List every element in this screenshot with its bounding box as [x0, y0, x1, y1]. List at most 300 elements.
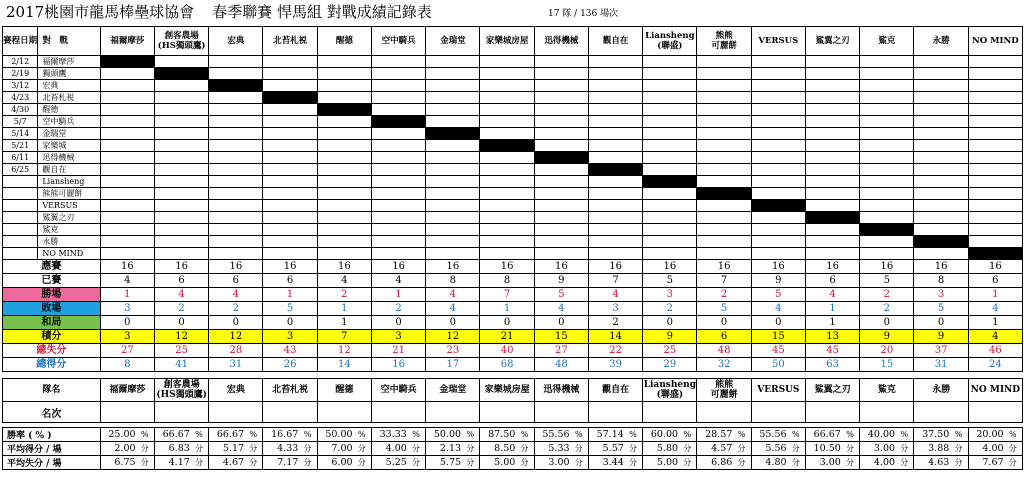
matchup-row	[3, 140, 1023, 152]
match-cell	[914, 248, 968, 260]
match-cell	[209, 68, 263, 80]
match-cell	[751, 164, 805, 176]
stat-value: 4	[588, 288, 642, 302]
rank-cell	[100, 402, 154, 423]
match-cell	[643, 116, 697, 128]
match-cell	[426, 164, 480, 176]
percentage-value: 66.67	[154, 428, 189, 442]
match-cell	[968, 92, 1022, 104]
match-cell	[751, 152, 805, 164]
percentage-unit: 分	[461, 456, 480, 470]
match-cell	[371, 248, 425, 260]
game-count-caption: 17 隊 / 136 場次	[548, 9, 619, 19]
match-cell	[914, 68, 968, 80]
match-cell	[317, 212, 371, 224]
match-cell	[100, 224, 154, 236]
matchup-row	[3, 56, 1023, 68]
match-cell	[100, 212, 154, 224]
team-column-header: 迅得機械	[534, 27, 588, 56]
match-cell	[697, 92, 751, 104]
summary-team-name: 北苔札裞	[263, 379, 317, 402]
team-row-label: 宏典	[38, 80, 100, 92]
stat-value: 0	[209, 316, 263, 330]
match-cell	[317, 116, 371, 128]
matchup-row	[3, 116, 1023, 128]
stat-value: 16	[371, 358, 425, 372]
stat-value: 4	[154, 288, 208, 302]
match-cell	[154, 188, 208, 200]
match-cell	[317, 188, 371, 200]
rank-cell	[480, 402, 534, 423]
matchup-row	[3, 80, 1023, 92]
match-cell	[154, 104, 208, 116]
schedule-date	[3, 176, 38, 188]
stat-value: 25	[643, 344, 697, 358]
summary-team-name: 鯊翼之刃	[805, 379, 859, 402]
schedule-date	[3, 200, 38, 212]
stat-value: 5	[534, 288, 588, 302]
stat-value: 46	[968, 344, 1022, 358]
stat-value: 4	[534, 302, 588, 316]
self-match-cell	[209, 80, 263, 92]
match-cell	[534, 140, 588, 152]
percentage-table	[2, 427, 1023, 470]
self-match-cell	[154, 68, 208, 80]
match-cell	[914, 164, 968, 176]
match-cell	[697, 80, 751, 92]
stat-value: 6	[209, 274, 263, 288]
match-cell	[480, 164, 534, 176]
stat-value: 16	[751, 260, 805, 274]
stat-value: 1	[805, 316, 859, 330]
stat-value: 2	[697, 288, 751, 302]
percentage-value: 3.00	[534, 456, 569, 470]
team-column-header: 熊熊 可麗餅	[697, 27, 751, 56]
percentage-row	[3, 442, 1023, 456]
matchup-row	[3, 164, 1023, 176]
match-cell	[154, 56, 208, 68]
stat-value: 5	[263, 302, 317, 316]
percentage-unit: 分	[1004, 456, 1023, 470]
percentage-value: 7.00	[317, 442, 352, 456]
percentage-unit: %	[1004, 428, 1023, 442]
match-cell	[209, 236, 263, 248]
rank-cell	[860, 402, 914, 423]
match-cell	[371, 212, 425, 224]
match-cell	[100, 164, 154, 176]
percentage-unit: 分	[949, 456, 968, 470]
percentage-value: 7.67	[968, 456, 1003, 470]
match-cell	[263, 176, 317, 188]
match-cell	[371, 188, 425, 200]
match-cell	[371, 152, 425, 164]
stat-value: 12	[317, 344, 371, 358]
percentage-unit: %	[895, 428, 914, 442]
match-cell	[588, 224, 642, 236]
match-cell	[751, 80, 805, 92]
percentage-row	[3, 428, 1023, 442]
team-column-header: 金瑞堂	[426, 27, 480, 56]
percentage-unit: 分	[732, 442, 751, 456]
match-cell	[697, 164, 751, 176]
match-cell	[371, 140, 425, 152]
stat-value: 6	[805, 274, 859, 288]
percentage-value: 4.57	[697, 442, 732, 456]
match-cell	[371, 164, 425, 176]
match-cell	[914, 212, 968, 224]
match-cell	[805, 200, 859, 212]
schedule-date: 6/11	[3, 152, 38, 164]
match-cell	[534, 164, 588, 176]
match-cell	[805, 68, 859, 80]
team-column-header: Liansheng (聯盛)	[643, 27, 697, 56]
stat-value: 27	[534, 344, 588, 358]
summary-team-name: 永勝	[914, 379, 968, 402]
team-column-header: 北苔札裞	[263, 27, 317, 56]
schedule-date: 4/23	[3, 92, 38, 104]
match-cell	[588, 56, 642, 68]
self-match-cell	[805, 212, 859, 224]
match-cell	[805, 164, 859, 176]
match-cell	[263, 164, 317, 176]
stat-label: 應賽	[3, 260, 101, 274]
percentage-value: 5.25	[371, 456, 406, 470]
schedule-date: 5/21	[3, 140, 38, 152]
stat-value: 4	[100, 274, 154, 288]
stat-value: 4	[317, 274, 371, 288]
match-cell	[914, 104, 968, 116]
match-cell	[317, 152, 371, 164]
match-cell	[968, 200, 1022, 212]
match-cell	[263, 56, 317, 68]
stat-value: 40	[480, 344, 534, 358]
stat-value: 0	[263, 316, 317, 330]
match-cell	[697, 128, 751, 140]
match-cell	[154, 212, 208, 224]
stat-label: 總失分	[3, 344, 101, 358]
match-cell	[534, 248, 588, 260]
team-column-header: 福爾摩莎	[100, 27, 154, 56]
match-cell	[860, 212, 914, 224]
percentage-value: 37.50	[914, 428, 949, 442]
match-cell	[588, 152, 642, 164]
match-cell	[426, 212, 480, 224]
percentage-unit: 分	[949, 442, 968, 456]
summary-rank-row	[3, 402, 1023, 423]
stat-label: 總得分	[3, 358, 101, 372]
percentage-label: 平均得分 / 場	[3, 442, 101, 456]
percentage-unit: 分	[678, 456, 697, 470]
match-cell	[860, 56, 914, 68]
schedule-date: 6/25	[3, 164, 38, 176]
percentage-unit: 分	[515, 456, 534, 470]
stat-row	[3, 330, 1023, 344]
stat-value: 0	[100, 316, 154, 330]
match-cell	[154, 128, 208, 140]
match-cell	[751, 140, 805, 152]
match-cell	[263, 212, 317, 224]
match-cell	[860, 92, 914, 104]
percentage-value: 20.00	[968, 428, 1003, 442]
matchup-row	[3, 200, 1023, 212]
match-cell	[209, 248, 263, 260]
stat-value: 0	[860, 316, 914, 330]
team-column-header: 鯊克	[860, 27, 914, 56]
team-row-label: VERSUS	[38, 200, 100, 212]
match-cell	[480, 212, 534, 224]
stat-value: 32	[697, 358, 751, 372]
percentage-unit: 分	[298, 442, 317, 456]
stat-row	[3, 274, 1023, 288]
summary-team-name: 迅得機械	[534, 379, 588, 402]
match-cell	[209, 152, 263, 164]
schedule-date: 5/7	[3, 116, 38, 128]
match-cell	[534, 212, 588, 224]
percentage-unit: 分	[624, 456, 643, 470]
stat-row	[3, 260, 1023, 274]
match-cell	[751, 188, 805, 200]
stat-value: 37	[914, 344, 968, 358]
match-cell	[643, 56, 697, 68]
team-column-header: VERSUS	[751, 27, 805, 56]
match-cell	[480, 128, 534, 140]
rank-cell	[968, 402, 1022, 423]
percentage-unit: 分	[678, 442, 697, 456]
match-cell	[371, 200, 425, 212]
match-cell	[914, 92, 968, 104]
match-cell	[697, 152, 751, 164]
percentage-unit: %	[570, 428, 589, 442]
stat-value: 13	[805, 330, 859, 344]
stat-label: 勝場	[3, 288, 101, 302]
stat-value: 4	[209, 288, 263, 302]
match-cell	[263, 236, 317, 248]
match-cell	[860, 200, 914, 212]
match-cell	[968, 68, 1022, 80]
stat-value: 3	[588, 302, 642, 316]
self-match-cell	[860, 224, 914, 236]
percentage-unit: %	[624, 428, 643, 442]
percentage-value: 5.56	[751, 442, 786, 456]
stat-value: 45	[751, 344, 805, 358]
match-cell	[805, 92, 859, 104]
match-cell	[480, 152, 534, 164]
match-cell	[968, 152, 1022, 164]
percentage-value: 6.75	[100, 456, 135, 470]
schedule-date	[3, 188, 38, 200]
percentage-value: 5.17	[209, 442, 244, 456]
rank-cell	[751, 402, 805, 423]
stat-value: 25	[154, 344, 208, 358]
match-cell	[643, 92, 697, 104]
stat-value: 4	[751, 302, 805, 316]
match-cell	[154, 200, 208, 212]
percentage-value: 25.00	[100, 428, 135, 442]
team-row-label: 金瑞堂	[38, 128, 100, 140]
stat-value: 4	[805, 288, 859, 302]
stat-value: 5	[914, 302, 968, 316]
matchup-row	[3, 104, 1023, 116]
match-cell	[100, 152, 154, 164]
stat-value: 4	[426, 302, 480, 316]
match-cell	[317, 80, 371, 92]
match-cell	[588, 80, 642, 92]
stat-value: 9	[643, 330, 697, 344]
stat-label: 已賽	[3, 274, 101, 288]
self-match-cell	[751, 200, 805, 212]
match-cell	[154, 164, 208, 176]
percentage-value: 3.88	[914, 442, 949, 456]
percentage-value: 6.83	[154, 442, 189, 456]
self-match-cell	[100, 56, 154, 68]
matchup-row	[3, 188, 1023, 200]
match-cell	[534, 80, 588, 92]
match-cell	[914, 200, 968, 212]
match-cell	[860, 236, 914, 248]
match-cell	[100, 200, 154, 212]
percentage-unit: 分	[298, 456, 317, 470]
stat-value: 4	[968, 302, 1022, 316]
match-cell	[317, 140, 371, 152]
stat-value: 1	[100, 288, 154, 302]
stat-value: 4	[968, 330, 1022, 344]
stat-value: 3	[371, 330, 425, 344]
rank-cell	[697, 402, 751, 423]
match-cell	[588, 188, 642, 200]
match-cell	[100, 92, 154, 104]
stat-value: 16	[209, 260, 263, 274]
match-cell	[209, 140, 263, 152]
percentage-unit: 分	[787, 456, 806, 470]
match-cell	[209, 188, 263, 200]
self-match-cell	[914, 236, 968, 248]
match-cell	[100, 188, 154, 200]
match-cell	[317, 164, 371, 176]
match-cell	[968, 176, 1022, 188]
stat-value: 8	[914, 274, 968, 288]
match-cell	[751, 104, 805, 116]
percentage-unit: %	[407, 428, 426, 442]
match-cell	[426, 152, 480, 164]
percentage-unit: 分	[515, 442, 534, 456]
percentage-unit: 分	[841, 456, 860, 470]
match-cell	[371, 104, 425, 116]
team-column-header: 鯊翼之刃	[805, 27, 859, 56]
match-cell	[860, 164, 914, 176]
stat-value: 31	[914, 358, 968, 372]
match-cell	[100, 140, 154, 152]
team-row-label: 迅得機械	[38, 152, 100, 164]
match-cell	[154, 176, 208, 188]
stat-row	[3, 358, 1023, 372]
percentage-unit: %	[461, 428, 480, 442]
match-cell	[588, 68, 642, 80]
stat-value: 7	[480, 288, 534, 302]
stat-value: 0	[534, 316, 588, 330]
stat-value: 16	[154, 260, 208, 274]
match-cell	[697, 140, 751, 152]
match-cell	[317, 56, 371, 68]
self-match-cell	[643, 176, 697, 188]
match-cell	[317, 224, 371, 236]
stat-row	[3, 344, 1023, 358]
stat-value: 4	[371, 274, 425, 288]
match-cell	[643, 80, 697, 92]
stat-value: 3	[100, 302, 154, 316]
team-column-header: NO MIND	[968, 27, 1022, 56]
percentage-value: 50.00	[426, 428, 461, 442]
percentage-unit: 分	[407, 456, 426, 470]
match-cell	[534, 236, 588, 248]
summary-team-name: 熊熊 可麗餅	[697, 379, 751, 402]
match-cell	[643, 236, 697, 248]
stat-value: 6	[154, 274, 208, 288]
schedule-date	[3, 248, 38, 260]
stat-label: 敗場	[3, 302, 101, 316]
stat-value: 7	[317, 330, 371, 344]
rank-cell	[263, 402, 317, 423]
percentage-label: 勝率 ( % )	[3, 428, 101, 442]
percentage-unit: %	[298, 428, 317, 442]
match-cell	[643, 128, 697, 140]
match-cell	[860, 80, 914, 92]
team-row-label: 觀自在	[38, 164, 100, 176]
percentage-unit: %	[353, 428, 372, 442]
summary-team-name: 宏典	[209, 379, 263, 402]
match-cell	[317, 68, 371, 80]
self-match-cell	[371, 116, 425, 128]
match-cell	[209, 212, 263, 224]
percentage-value: 5.00	[480, 456, 515, 470]
match-cell	[480, 200, 534, 212]
match-cell	[643, 140, 697, 152]
percentage-value: 4.33	[263, 442, 298, 456]
rank-cell	[371, 402, 425, 423]
stat-row	[3, 288, 1023, 302]
match-cell	[643, 200, 697, 212]
stat-value: 16	[480, 260, 534, 274]
percentage-unit: %	[841, 428, 860, 442]
stat-value: 5	[643, 274, 697, 288]
self-match-cell	[697, 188, 751, 200]
match-cell	[968, 212, 1022, 224]
stat-value: 43	[263, 344, 317, 358]
match-cell	[371, 128, 425, 140]
stat-value: 1	[263, 288, 317, 302]
stat-value: 31	[209, 358, 263, 372]
percentage-value: 4.63	[914, 456, 949, 470]
team-column-header: 醒德	[317, 27, 371, 56]
match-cell	[480, 188, 534, 200]
schedule-date	[3, 212, 38, 224]
percentage-value: 5.75	[426, 456, 461, 470]
stat-value: 9	[914, 330, 968, 344]
percentage-unit: %	[136, 428, 155, 442]
match-cell	[426, 56, 480, 68]
matchup-row	[3, 152, 1023, 164]
stat-value: 0	[154, 316, 208, 330]
team-column-header: 宏典	[209, 27, 263, 56]
ranking-summary-table	[2, 378, 1023, 423]
stat-value: 8	[100, 358, 154, 372]
percentage-value: 87.50	[480, 428, 515, 442]
stat-value: 15	[860, 358, 914, 372]
match-cell	[643, 104, 697, 116]
percentage-unit: %	[949, 428, 968, 442]
percentage-unit: 分	[570, 442, 589, 456]
match-cell	[263, 128, 317, 140]
match-cell	[154, 236, 208, 248]
